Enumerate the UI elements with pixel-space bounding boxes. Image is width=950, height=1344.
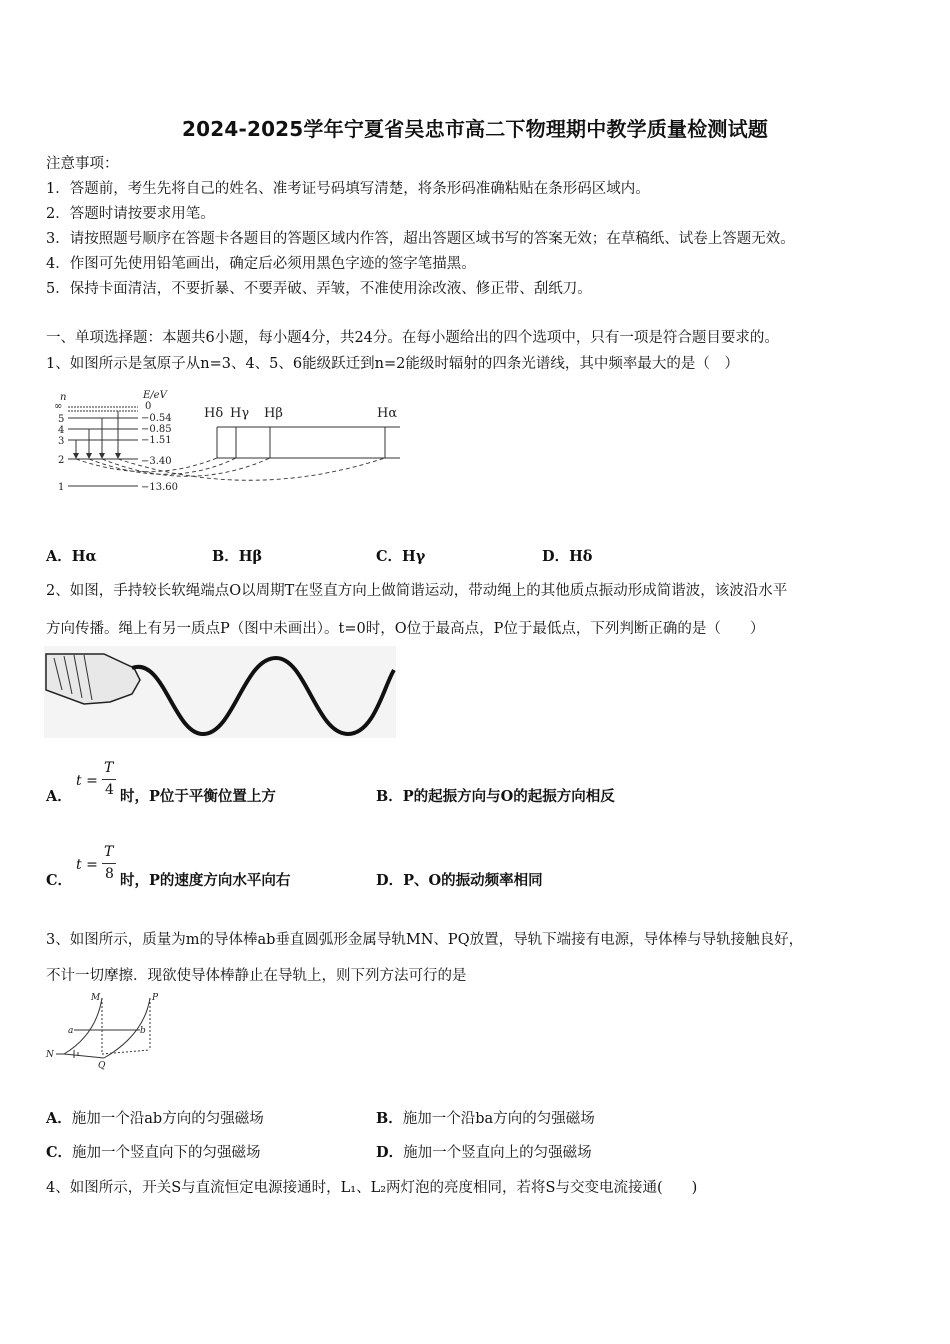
level-n-4: 4 [58, 425, 65, 436]
q3-option-d[interactable]: D．施加一个竖直向上的匀强磁场 [376, 1144, 592, 1161]
q3-option-a[interactable]: A．施加一个沿ab方向的匀强磁场 [46, 1110, 264, 1127]
notice-item-2: 2．答题时请按要求用笔。 [46, 206, 215, 222]
rope-wave-figure [44, 646, 396, 738]
q2-option-a-formula: t = T 4 [76, 760, 120, 804]
level-e-3: −1.51 [141, 435, 172, 446]
level-e-4: −0.85 [141, 424, 172, 435]
label-n: N [46, 1050, 54, 1060]
level-n-3: 3 [58, 436, 65, 447]
label-q: Q [98, 1061, 106, 1071]
q2-option-a-text: 时，P位于平衡位置上方 [120, 788, 276, 805]
axis-n-label: n [60, 392, 67, 403]
q2-stem-line-2: 方向传播。绳上有另一质点P（图中未画出）。t=0时，O位于最高点，P位于最低点，下列判断正确的是（ ） [46, 621, 765, 637]
q2-option-b[interactable]: B．P的起振方向与O的起振方向相反 [376, 788, 615, 805]
line-label-h-gamma: Hγ [230, 406, 250, 421]
notice-item-1: 1．答题前，考生先将自己的姓名、准考证号码填写清楚，将条形码准确粘贴在条形码区域内。 [46, 181, 650, 197]
q1-option-b[interactable]: B．Hβ [212, 548, 263, 565]
label-b: b [140, 1026, 146, 1036]
q3-stem-line-2: 不计一切摩擦．现欲使导体棒静止在导轨上，则下列方法可行的是 [46, 968, 467, 984]
notice-item-3: 3．请按照题号顺序在答题卡各题目的答题区域内作答，超出答题区域书写的答案无效；在草稿纸、试卷上答题无效。 [46, 231, 795, 247]
q1-option-c[interactable]: C．Hγ [376, 548, 426, 565]
page-title: 2024-2025学年宁夏省吴忠市高二下物理期中教学质量检测试题 [181, 117, 769, 141]
notice-header: 注意事项： [46, 156, 119, 172]
q3-option-b[interactable]: B．施加一个沿ba方向的匀强磁场 [376, 1110, 595, 1127]
level-e-1: −13.60 [141, 482, 179, 493]
q2-option-d[interactable]: D．P、O的振动频率相同 [376, 872, 543, 889]
level-n-inf: ∞ [54, 401, 63, 412]
label-p: P [152, 993, 159, 1003]
level-n-2: 2 [58, 455, 65, 466]
level-n-1: 1 [58, 482, 65, 493]
q1-option-a[interactable]: A．Hα [46, 548, 97, 565]
line-label-h-delta: Hδ [204, 406, 224, 421]
q1-option-d[interactable]: D．Hδ [542, 548, 593, 565]
level-e-5: −0.54 [141, 413, 172, 424]
line-label-h-alpha: Hα [377, 406, 398, 421]
level-e-2: −3.40 [141, 456, 172, 467]
energy-level-diagram [50, 390, 410, 500]
q3-stem-line-1: 3、如图所示，质量为m的导体棒ab垂直圆弧形金属导轨MN、PQ放置，导轨下端接有电源，导体棒与导轨接触良好， [46, 932, 804, 948]
q2-option-c-text: 时，P的速度方向水平向右 [120, 872, 291, 889]
line-label-h-beta: Hβ [264, 406, 283, 421]
level-e-inf: 0 [145, 401, 152, 412]
level-n-5: 5 [58, 414, 65, 425]
notice-item-4: 4．作图可先使用铅笔画出，确定后必须用黑色字迹的签字笔描黑。 [46, 256, 476, 272]
notice-item-5: 5．保持卡面清洁，不要折暴、不要弄破、弄皱，不准使用涂改液、修正带、刮纸刀。 [46, 281, 592, 297]
label-a: a [68, 1026, 74, 1036]
q3-option-c[interactable]: C．施加一个竖直向下的匀强磁场 [46, 1144, 261, 1161]
q2-stem-line-1: 2、如图，手持较长软绳端点O以周期T在竖直方向上做简谐运动，带动绳上的其他质点振动形成简谐波，该波沿水平 [46, 583, 788, 599]
axis-e-label: E/eV [143, 390, 167, 401]
q4-stem: 4、如图所示，开关S与直流恒定电源接通时，L₁、L₂两灯泡的亮度相同，若将S与交变电流接通( ) [46, 1180, 698, 1196]
section-1-heading: 一、单项选择题：本题共6小题，每小题4分，共24分。在每小题给出的四个选项中，只有一项是符合题目要求的。 [46, 330, 779, 346]
rail-figure [44, 990, 169, 1072]
q2-option-c-formula: t = T 8 [76, 844, 120, 888]
q2-option-a[interactable]: A． [46, 788, 72, 805]
label-m: M [91, 993, 101, 1003]
q2-option-c[interactable]: C． [46, 872, 73, 889]
q1-stem: 1、如图所示是氢原子从n=3、4、5、6能级跃迁到n=2能级时辐射的四条光谱线，其中频率最大的是（ ） [46, 356, 739, 372]
